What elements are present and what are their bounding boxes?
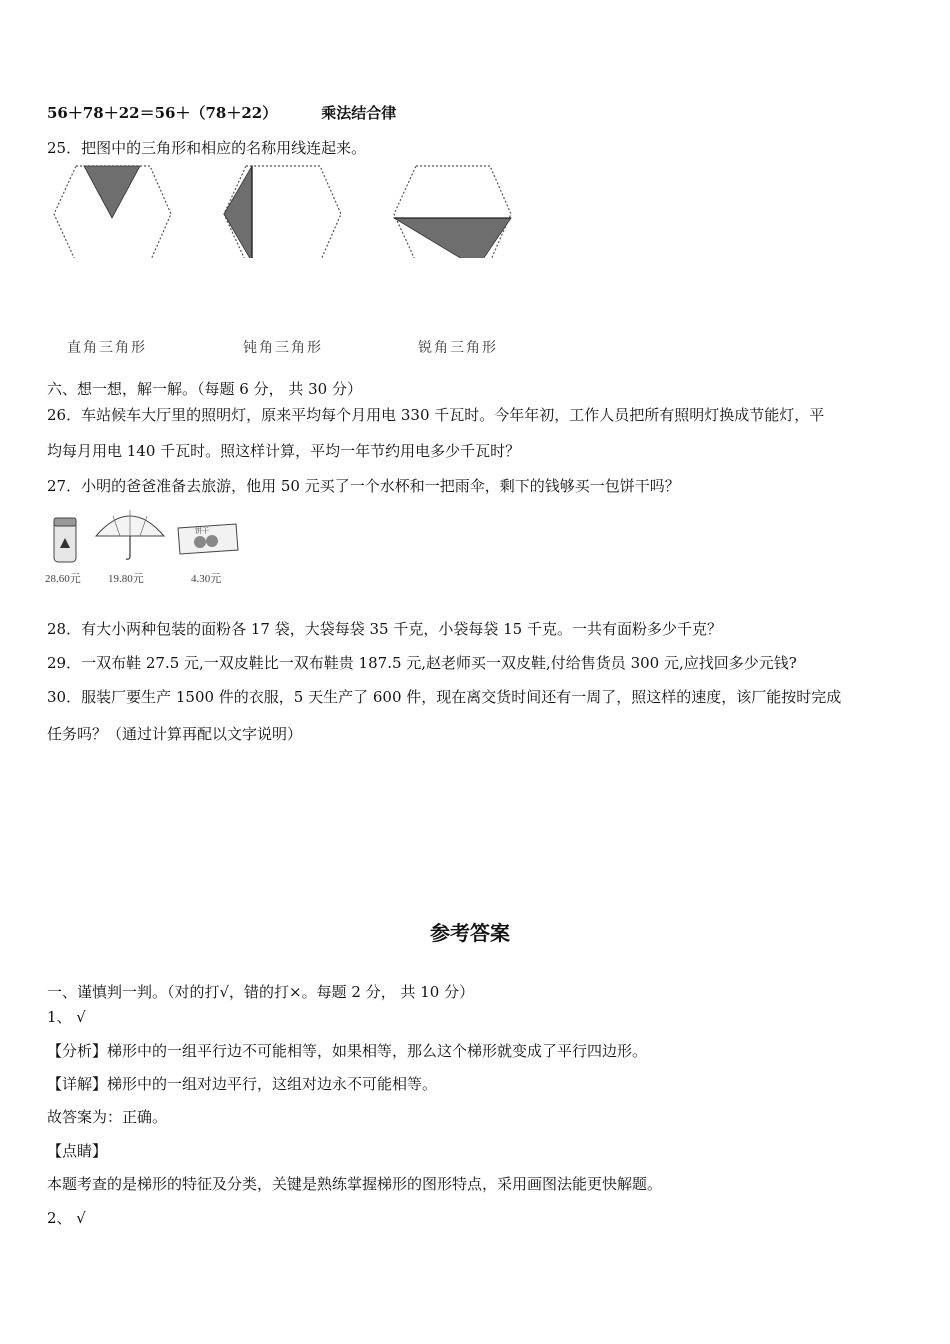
- q27-items: [40, 504, 250, 568]
- equation-text: 56＋78＋22＝56＋（78＋22）: [47, 104, 278, 122]
- question-29: 29．一双布鞋 27.5 元,一双皮鞋比一双布鞋贵 187.5 元,赵老师买一双皮鞋,付给售货员 300 元,应找回多少元钱?: [47, 654, 797, 672]
- answer-1-analysis: 【分析】梯形中的一组平行边不可能相等，如果相等，那么这个梯形就变成了平行四边形。: [47, 1042, 648, 1060]
- answer-1-comment-label: 【点睛】: [47, 1142, 108, 1160]
- question-26-line-1: 26．车站候车大厅里的照明灯，原来平均每个月用电 330 千瓦时。今年年初，工作人员把所有照明灯换成节能灯，平: [47, 406, 825, 424]
- hexagon-figures: [40, 158, 540, 258]
- answer-1-comment: 本题考查的是梯形的特征及分类，关键是熟练掌握梯形的图形特点，采用画图法能更快解题。: [47, 1175, 663, 1193]
- label-right-triangle[interactable]: 直角三角形: [67, 340, 147, 356]
- biscuits-tag: 饼干: [195, 527, 209, 535]
- label-obtuse-triangle[interactable]: 钝角三角形: [243, 340, 323, 356]
- question-28: 28．有大小两种包装的面粉各 17 袋，大袋每袋 35 千克，小袋每袋 15 千克。一共有面粉多少千克？: [47, 620, 722, 638]
- answer-1-detail: 【详解】梯形中的一组对边平行，这组对边永不可能相等。: [47, 1075, 438, 1093]
- answers-title: 参考答案: [430, 921, 510, 945]
- price-umbrella: 19.80元: [108, 573, 144, 585]
- law-text: 乘法结合律: [321, 104, 397, 122]
- cup-icon: [54, 518, 76, 562]
- answer-1-number: 1、 √: [47, 1008, 86, 1026]
- umbrella-icon: [96, 510, 164, 559]
- answers-section-1: 一、谨慎判一判。（对的打√，错的打×。每题 2 分， 共 10 分）: [47, 983, 475, 1001]
- question-30-line-2: 任务吗？（通过计算再配以文字说明）: [47, 725, 303, 743]
- question-27: 27．小明的爸爸准备去旅游，他用 50 元买了一个水杯和一把雨伞，剩下的钱够买一包饼干吗？: [47, 477, 680, 495]
- price-cup: 28.60元: [45, 573, 81, 585]
- right-triangle-shaded[interactable]: [394, 218, 511, 258]
- hexagon-1: [54, 166, 171, 258]
- answer-1-result: 故答案为：正确。: [47, 1108, 168, 1126]
- hexagon-3: [394, 166, 511, 258]
- answer-2-number: 2、 √: [47, 1209, 86, 1227]
- question-26-line-2: 均每月用电 140 千瓦时。照这样计算，平均一年节约用电多少千瓦时？: [47, 442, 521, 460]
- section-6-heading: 六、想一想，解一解。（每题 6 分， 共 30 分）: [47, 380, 362, 398]
- label-acute-triangle[interactable]: 锐角三角形: [418, 340, 498, 356]
- equation-line: [47, 102, 396, 123]
- biscuits-icon: [178, 524, 238, 554]
- price-biscuits: 4.30元: [191, 573, 222, 585]
- hexagon-2: [224, 166, 341, 258]
- question-25: 25．把图中的三角形和相应的名称用线连起来。: [47, 139, 367, 157]
- acute-triangle-shaded[interactable]: [84, 166, 140, 218]
- question-30-line-1: 30．服装厂要生产 1500 件的衣服，5 天生产了 600 件，现在离交货时间还有一周了，照这样的速度，该厂能按时完成: [47, 688, 842, 706]
